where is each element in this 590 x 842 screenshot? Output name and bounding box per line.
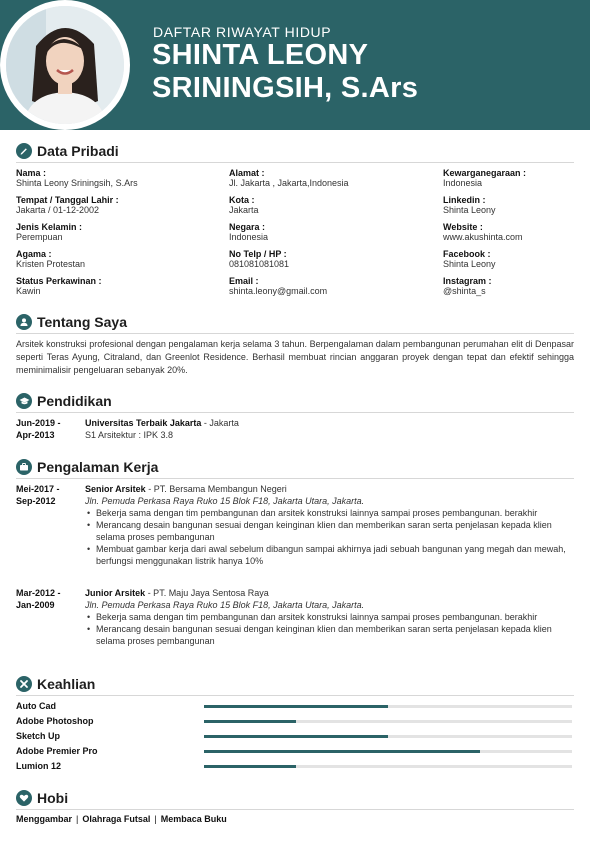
full-name-line-1: SHINTA LEONY [152,39,369,71]
list-item: • Bekerja sama dengan tim pembangunan dan arsitek konstruksi lainnya sampai proses pembangunan. berakhir [85,611,575,623]
about-text: Arsitek konstruksi profesional dengan pengalaman kerja selama 3 tahun. Berpengalaman dalam pembangunan perumahan elit di Denpasar seperti Teras Ayung, Citraland, dan Greenlot Residence. Berhasil membuat rincian anggaran proyek dengan tepat dan efektif sehingga meminimalisir pengeluaran sebanyak 20%. [16,339,574,376]
field-phone: No Telp / HP : 081081081081 [229,249,290,269]
list-item: • Merancang desain bangunan sesuai dengan keinginan klien dan memberikan saran serta penjelasan kepada klien selama proses pembangunan [85,519,575,543]
field-marital: Status Perkawinan : Kawin [16,276,102,296]
skill-bar-fill [204,705,388,708]
hobby-separator: | [76,814,79,824]
skill-name: Adobe Premier Pro [16,746,98,756]
list-item: • Bekerja sama dengan tim pembangunan dan arsitek konstruksi lainnya sampai proses pembangunan. berakhir [85,507,575,519]
divider [16,809,574,810]
section-experience [16,459,158,475]
hobby-item: Menggambar [16,814,73,824]
section-title: Pengalaman Kerja [37,459,159,475]
skill-bar [204,765,572,768]
skill-bar [204,705,572,708]
section-title: Tentang Saya [37,314,127,330]
field-instagram: Instagram : @shinta_s [443,276,492,296]
list-item: • Membuat gambar kerja dari awal sebelum dibangun sampai akhirnya jadi sebuah bangunan yang megah dan mewah, berfungsi menggunakan listrik hanya 10% [85,543,575,567]
divider [16,478,574,479]
briefcase-icon [16,459,32,475]
profile-photo-frame [0,0,130,130]
field-email: Email : shinta.leony@gmail.com [229,276,328,296]
section-personal-data [16,143,119,159]
skill-name: Sketch Up [16,731,61,741]
job-1-date: Mei-2017 - Sep-2012 [16,484,60,506]
divider [16,162,574,163]
pencil-icon [16,143,32,159]
hobby-separator: | [154,814,157,824]
hobby-item: Membaca Buku [160,814,227,824]
divider [16,695,574,696]
section-title: Keahlian [37,676,96,692]
skill-bar [204,735,572,738]
job-2-duties [85,611,575,647]
skill-bar-fill [204,765,296,768]
field-birth: Tempat / Tanggal Lahir : Jakarta / 01-12-2002 [16,195,119,215]
section-education [16,393,112,409]
skill-bar-fill [204,750,480,753]
school-name: Universitas Terbaik Jakarta [85,418,202,428]
section-title: Hobi [37,790,69,806]
hobby-item: Olahraga Futsal [82,814,151,824]
job-2-header [85,587,364,611]
graduation-cap-icon [16,393,32,409]
job-address: Jln. Pemuda Perkasa Raya Ruko 15 Blok F18, Jakarta Utara, Jakarta. [85,496,365,506]
header-banner [0,0,590,130]
job-role: Junior Arsitek [85,588,146,598]
user-icon [16,314,32,330]
full-name [152,39,418,105]
field-country: Negara : Indonesia [229,222,269,242]
field-name: Nama : Shinta Leony Sriningsih, S.Ars [16,168,138,188]
section-title: Data Pribadi [37,143,119,159]
field-linkedin: Linkedin : Shinta Leony [443,195,496,215]
job-company: - PT. Bersama Membangun Negeri [145,484,287,494]
field-gender: Jenis Kelamin : Perempuan [16,222,83,242]
full-name-line-2: SRININGSIH, S.Ars [152,72,419,104]
skill-name: Lumion 12 [16,761,62,771]
skill-name: Auto Cad [16,701,56,711]
skill-bar [204,720,572,723]
field-facebook: Facebook : Shinta Leony [443,249,496,269]
field-religion: Agama : Kristen Protestan [16,249,86,269]
heart-icon [16,790,32,806]
hobbies-list [16,814,227,824]
section-skills [16,676,95,692]
list-item: • Merancang desain bangunan sesuai dengan keinginan klien dan memberikan saran serta penjelasan kepada klien selama proses pembangunan [85,623,575,647]
education-date: Jun-2019 - Apr-2013 [16,418,61,440]
skill-bar [204,750,572,753]
skill-bar-fill [204,735,388,738]
education-detail: S1 Arsitektur : IPK 3.8 [85,430,174,440]
section-hobbies [16,790,68,806]
job-company: - PT. Maju Jaya Sentosa Raya [145,588,269,598]
job-2-date: Mar-2012 - Jan-2009 [16,588,61,610]
job-1-header [85,483,364,507]
job-address: Jln. Pemuda Perkasa Raya Ruko 15 Blok F18, Jakarta Utara, Jakarta. [85,600,365,610]
education-entry [85,417,239,441]
field-citizenship: Kewarganegaraan : Indonesia [443,168,527,188]
job-1-duties [85,507,575,567]
school-location: - Jakarta [201,418,239,428]
field-city: Kota : Jakarta [229,195,259,215]
section-about [16,314,127,330]
job-role: Senior Arsitek [85,484,146,494]
divider [16,412,574,413]
field-website: Website : www.akushinta.com [443,222,523,242]
document-subtitle: DAFTAR RIWAYAT HIDUP [153,24,332,40]
skill-name: Adobe Photoshop [16,716,94,726]
skill-bar-fill [204,720,296,723]
divider [16,333,574,334]
tools-icon [16,676,32,692]
field-address: Alamat : Jl. Jakarta , Jakarta,Indonesia [229,168,349,188]
section-title: Pendidikan [37,393,112,409]
profile-photo [6,6,124,124]
